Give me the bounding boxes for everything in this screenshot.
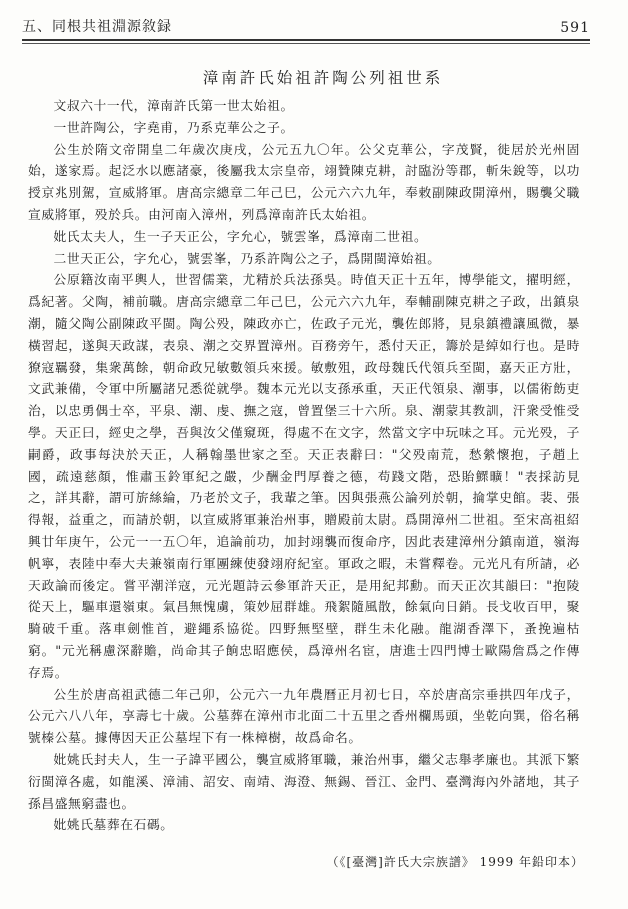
paragraph: 妣姚氏封夫人，生一子諱平國公，襲宣威將軍職，兼治州事，繼父志舉孝廉也。其派下繁衍閩漳各處，如龍溪、漳浦、詔安、南靖、海澄、無錫、晉江、金門、臺灣海內外諸地，其子孫昌盛無窮盡也。 bbox=[28, 752, 580, 812]
paragraph: 妣氏太夫人，生一子天正公，字允心，號雲峯，爲漳南二世祖。 bbox=[53, 229, 428, 245]
source-citation: （《[臺灣]許氏大宗族譜》 1999 年鉛印本） bbox=[326, 855, 584, 869]
header-rule bbox=[22, 39, 590, 41]
page-number: 591 bbox=[560, 20, 590, 36]
paragraph: 妣姚氏墓葬在石碼。 bbox=[53, 818, 174, 834]
section-title: 五、同根共祖淵源敘録 bbox=[22, 19, 172, 35]
body-text bbox=[28, 96, 580, 837]
paragraph: 二世天正公，字允心，號雲峯，乃系許陶公之子，爲開閩漳始祖。 bbox=[53, 251, 441, 267]
paragraph: 公生於隋文帝開皇二年歲次庚戌，公元五九〇年。公父克華公，字茂賢，徙居於光州固始，遂家焉。起泛水以應諸豪，後屬我太宗皇帝，翊贊陳克耕，討臨汾等郡，斬朱銳等，以功授京兆別駕，宣威將軍。唐高宗總章二年己巳，公元六六九年，奉敕副陳政開漳州，賜襲父職宣威將軍，殁於兵。由河南入漳州，列爲漳南許氏太始祖。 bbox=[28, 142, 580, 223]
running-header bbox=[22, 14, 590, 36]
paragraph: 一世許陶公，字堯甫，乃系克華公之子。 bbox=[53, 120, 294, 136]
paragraph: 公生於唐高祖武德二年己卯，公元六一九年農曆正月初七日，卒於唐高宗垂拱四年戊子，公元六八八年，享壽七十歲。公墓葬在漳州市北面二十五里之香州欄馬頭，坐乾向巽，俗名稱號榛公墓。據傳因天正公墓埕下有一株樟樹，故爲命名。 bbox=[28, 687, 580, 747]
paragraph: 公原籍汝南平輿人，世習儒業，尤精於兵法孫吳。時值天正十五年，博學能文，擢明經，爲紀著。父陶，補前職。唐高宗總章二年己巳，公元六六九年，奉輔副陳克耕之子政，出鎮泉潮，隨父陶公副陳政平閩。陶公殁，陳政亦亡，佐政子元光，襲佐郎將，見泉鎮禮讓風微，暴橫習起，遂與天政謀，表泉、潮之交界置漳州。百務旁午，悉付天正，籌於是綽如行也。是時獠寇羈發，集衆萬餘，朝命政兄敏數領兵來援。敏敷殂，政母魏氏代領兵至閩，嘉天正方壯，文武兼備，令軍中所屬諸兄悉從就學。魏本元光以支孫承重，天正代領泉、潮事，以儒術飭吏治，以忠勇偶士卒，平泉、潮、虔、撫之寇，曾置堡三十六所。泉、潮蒙其教訓，汗衆受惟受學。天正曰，經史之學，吾與汝父僅窺斑，得處不在文字，然當文字中玩味之耳。元光殁，子嗣爵，政事每決於天正，人稱翰墨世家之至。天正表辭曰："父殁南荒，愁縈懷抱，子趙上國，疏遠慈顏，惟肅玉鈴軍紀之嚴，少酬金門厚養之德，苟踐文階，恐貽鰥曠！"表採訪見之，詳其辭，謂可旂絲綸，乃老於文子，我輩之筆。因與張燕公論列於朝，掄掌史館。裴、張得報，益重之，而請於朝，以宣威將軍兼治州事，贈殿前太尉。爲開漳州二世祖。至宋高祖紹興廿年庚午，公元一一五〇年，追論前功，加封翊襲而復命序，因此表建漳州分鎮南道，嶺海帆寧，表陸中奉大夫兼嶺南行軍團練使發翊府紀室。軍政之暇，未嘗釋卷。元光凡有所請，必天政論而後定。嘗平潮洋寇，元光題詩云參軍許天正，是用紀邦勳。而天正次其韻曰："抱陵從天上，驅車還嶺東。氣昌無愧虜，策妙屈群雄。飛絮隨風散，餘氣向日銷。長戈收百甲，聚騎破千重。落車劍惟首，避繩系協從。四野無堅壁，群生未化融。龍湖香澤下，蚤挽遍枯窮。"元光稱慮深辭贍，尚命其子餉忠昭應侯，爲漳州名宦，唐進士四門博士歐陽詹爲之作傳存焉。 bbox=[28, 273, 580, 681]
paragraph: 文叔六十一代，漳南許氏第一世太始祖。 bbox=[53, 99, 294, 114]
header-rule-thin bbox=[22, 43, 590, 44]
document-title: 漳南許氏始祖許陶公列祖世系 bbox=[202, 69, 444, 87]
